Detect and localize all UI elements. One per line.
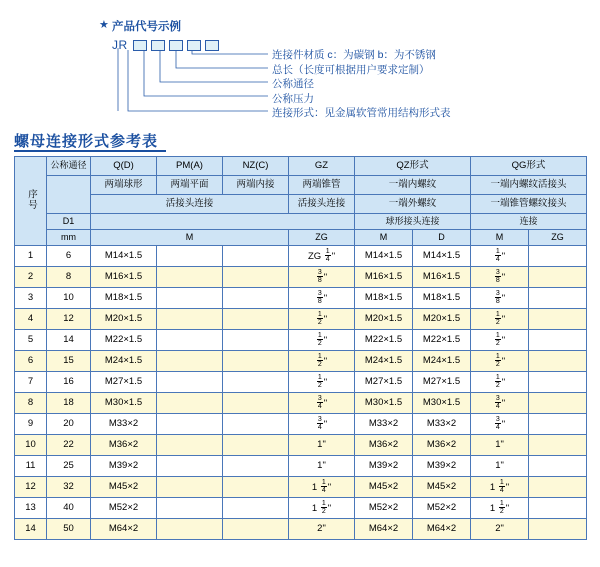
cell-nz — [223, 456, 289, 477]
cell-qg-zg — [529, 351, 587, 372]
header-connect-union2: 活接头连接 — [289, 195, 355, 214]
cell-gz: $\frac{1}{2}$ " — [289, 309, 355, 330]
cell-qz-d: M20×1.5 — [413, 309, 471, 330]
cell-qg-m: 1 $\frac{1}{2}$ " — [471, 498, 529, 519]
cell-seq: 7 — [15, 372, 47, 393]
header-desc-q: 两端球形 — [91, 176, 157, 195]
cell-pm — [157, 309, 223, 330]
table-row — [15, 351, 587, 372]
cell-qg-m: 1" — [471, 456, 529, 477]
cell-gz: 1 $\frac{1}{4}$ " — [289, 477, 355, 498]
cell-q: M52×2 — [91, 498, 157, 519]
cell-pm — [157, 414, 223, 435]
cell-q: M27×1.5 — [91, 372, 157, 393]
header-type-nz: NZ(C) — [223, 157, 289, 176]
header-connect-taper-joint: 一端锥管螺纹接头 — [471, 195, 587, 214]
cell-nominal-dia: 10 — [47, 288, 91, 309]
cell-seq: 13 — [15, 498, 47, 519]
cell-seq: 2 — [15, 267, 47, 288]
header-desc-nz: 两端内接 — [223, 176, 289, 195]
cell-qg-zg — [529, 477, 587, 498]
cell-nz — [223, 330, 289, 351]
cell-nz — [223, 309, 289, 330]
header-type-qz: QZ形式 — [355, 157, 471, 176]
cell-nz — [223, 372, 289, 393]
cell-seq: 1 — [15, 246, 47, 267]
header-thread-m3: M — [471, 230, 529, 246]
cell-nominal-dia: 8 — [47, 267, 91, 288]
cell-qz-d: M39×2 — [413, 456, 471, 477]
code-box — [169, 40, 183, 51]
cell-gz: $\frac{3}{8}$ " — [289, 288, 355, 309]
header-desc-qg: 一端内螺纹活接头 — [471, 176, 587, 195]
table-row — [15, 435, 587, 456]
header-seq: 序号 — [15, 157, 47, 246]
cell-qg-m: $\frac{3}{4}$ " — [471, 414, 529, 435]
cell-qg-m: 1 $\frac{1}{4}$ " — [471, 477, 529, 498]
cell-pm — [157, 435, 223, 456]
header-thread-m1: M — [91, 230, 289, 246]
cell-nominal-dia: 15 — [47, 351, 91, 372]
cell-nominal-dia: 12 — [47, 309, 91, 330]
legend-item-nominal-pressure: 公称压力 — [272, 92, 314, 105]
cell-seq: 14 — [15, 519, 47, 540]
cell-q: M24×1.5 — [91, 351, 157, 372]
table-row — [15, 330, 587, 351]
cell-qz-d: M52×2 — [413, 498, 471, 519]
table-row — [15, 393, 587, 414]
cell-gz: 1 $\frac{1}{2}$ " — [289, 498, 355, 519]
cell-nz — [223, 246, 289, 267]
cell-qz-d: M45×2 — [413, 477, 471, 498]
cell-gz: $\frac{3}{8}$ " — [289, 267, 355, 288]
cell-qz-d: M16×1.5 — [413, 267, 471, 288]
cell-qz-m: M39×2 — [355, 456, 413, 477]
cell-nz — [223, 351, 289, 372]
diagram-title: 产品代号示例 — [112, 21, 181, 33]
cell-nz — [223, 393, 289, 414]
cell-qg-zg — [529, 435, 587, 456]
legend-item-connection-type: 连接形式：见金属软管常用结构形式表 — [272, 107, 451, 119]
cell-q: M36×2 — [91, 435, 157, 456]
cell-seq: 8 — [15, 393, 47, 414]
cell-q: M30×1.5 — [91, 393, 157, 414]
cell-q: M14×1.5 — [91, 246, 157, 267]
table-row — [15, 414, 587, 435]
header-mm: mm — [47, 230, 91, 246]
product-code-diagram — [0, 0, 600, 128]
cell-q: M64×2 — [91, 519, 157, 540]
cell-seq: 9 — [15, 414, 47, 435]
header-nominal-dia-blank — [47, 176, 91, 214]
cell-qz-m: M33×2 — [355, 414, 413, 435]
cell-gz: 2" — [289, 519, 355, 540]
table-header-row-d1 — [15, 214, 587, 230]
cell-gz: 1" — [289, 435, 355, 456]
cell-nz — [223, 519, 289, 540]
cell-seq: 10 — [15, 435, 47, 456]
cell-pm — [157, 498, 223, 519]
cell-qg-zg — [529, 372, 587, 393]
cell-seq: 4 — [15, 309, 47, 330]
cell-pm — [157, 351, 223, 372]
cell-pm — [157, 519, 223, 540]
cell-seq: 5 — [15, 330, 47, 351]
cell-qg-m: $\frac{3}{8}$ " — [471, 267, 529, 288]
table-row — [15, 477, 587, 498]
code-box — [133, 40, 147, 51]
cell-nz — [223, 414, 289, 435]
header-connect: 连接 — [471, 214, 587, 230]
header-thread-d: D — [413, 230, 471, 246]
cell-gz: $\frac{3}{4}$ " — [289, 414, 355, 435]
code-box — [187, 40, 201, 51]
header-desc-pm: 两端平面 — [157, 176, 223, 195]
cell-qg-zg — [529, 246, 587, 267]
cell-gz: $\frac{1}{2}$ " — [289, 372, 355, 393]
cell-qg-zg — [529, 288, 587, 309]
cell-pm — [157, 330, 223, 351]
cell-qg-zg — [529, 414, 587, 435]
header-connect-union: 活接头连接 — [91, 195, 289, 214]
section-title: 螺母连接形式参考表 — [14, 133, 159, 150]
cell-pm — [157, 456, 223, 477]
cell-qz-m: M45×2 — [355, 477, 413, 498]
cell-gz: 1" — [289, 456, 355, 477]
cell-nominal-dia: 40 — [47, 498, 91, 519]
cell-qz-d: M24×1.5 — [413, 351, 471, 372]
cell-nz — [223, 498, 289, 519]
cell-qg-zg — [529, 456, 587, 477]
header-desc-gz: 两端锥管 — [289, 176, 355, 195]
cell-q: M39×2 — [91, 456, 157, 477]
cell-nominal-dia: 6 — [47, 246, 91, 267]
header-type-gz: GZ — [289, 157, 355, 176]
cell-gz: ZG $\frac{1}{4}$ " — [289, 246, 355, 267]
table-row — [15, 288, 587, 309]
cell-qz-m: M24×1.5 — [355, 351, 413, 372]
cell-seq: 3 — [15, 288, 47, 309]
legend-item-length: 总长（长度可根据用户要求定制） — [272, 63, 430, 76]
header-d1: D1 — [47, 214, 91, 230]
cell-qg-m: 1" — [471, 435, 529, 456]
section-underline — [14, 150, 166, 152]
cell-q: M16×1.5 — [91, 267, 157, 288]
cell-nominal-dia: 16 — [47, 372, 91, 393]
spec-table-wrap — [14, 156, 586, 540]
cell-qg-m: 2" — [471, 519, 529, 540]
cell-nominal-dia: 18 — [47, 393, 91, 414]
cell-qz-m: M64×2 — [355, 519, 413, 540]
table-row — [15, 519, 587, 540]
cell-qz-d: M27×1.5 — [413, 372, 471, 393]
cell-qz-m: M52×2 — [355, 498, 413, 519]
table-row — [15, 372, 587, 393]
header-thread-m2: M — [355, 230, 413, 246]
cell-qz-m: M22×1.5 — [355, 330, 413, 351]
cell-pm — [157, 393, 223, 414]
cell-qg-zg — [529, 519, 587, 540]
header-type-qg: QG形式 — [471, 157, 587, 176]
cell-seq: 12 — [15, 477, 47, 498]
cell-nz — [223, 435, 289, 456]
cell-qg-m: $\frac{1}{2}$ " — [471, 309, 529, 330]
cell-qz-d: M30×1.5 — [413, 393, 471, 414]
spec-table — [14, 156, 587, 540]
code-box — [205, 40, 219, 51]
cell-q: M20×1.5 — [91, 309, 157, 330]
cell-q: M45×2 — [91, 477, 157, 498]
table-row — [15, 309, 587, 330]
cell-qz-d: M22×1.5 — [413, 330, 471, 351]
table-row — [15, 498, 587, 519]
cell-qg-zg — [529, 267, 587, 288]
cell-q: M18×1.5 — [91, 288, 157, 309]
cell-gz: $\frac{3}{4}$ " — [289, 393, 355, 414]
cell-qz-m: M36×2 — [355, 435, 413, 456]
cell-gz: $\frac{1}{2}$ " — [289, 330, 355, 351]
cell-nominal-dia: 14 — [47, 330, 91, 351]
cell-qg-m: $\frac{3}{4}$ " — [471, 393, 529, 414]
cell-qz-m: M30×1.5 — [355, 393, 413, 414]
table-row — [15, 456, 587, 477]
cell-qz-d: M64×2 — [413, 519, 471, 540]
diagram-legend — [272, 48, 451, 121]
cell-gz: $\frac{1}{2}$ " — [289, 351, 355, 372]
code-box-group — [133, 40, 219, 51]
header-type-pm: PM(A) — [157, 157, 223, 176]
cell-qz-d: M33×2 — [413, 414, 471, 435]
header-connect-ext-thread: 一端外螺纹 — [355, 195, 471, 214]
code-box — [151, 40, 165, 51]
cell-qz-m: M14×1.5 — [355, 246, 413, 267]
cell-qg-m: $\frac{1}{2}$ " — [471, 330, 529, 351]
table-row — [15, 246, 587, 267]
header-thread-zg2: ZG — [529, 230, 587, 246]
code-prefix-label: JR — [112, 38, 128, 52]
cell-q: M22×1.5 — [91, 330, 157, 351]
cell-seq: 11 — [15, 456, 47, 477]
cell-qg-m: $\frac{1}{2}$ " — [471, 372, 529, 393]
table-header-row-connect — [15, 195, 587, 214]
cell-nominal-dia: 50 — [47, 519, 91, 540]
header-nominal-dia: 公称通径 — [47, 157, 91, 176]
cell-nominal-dia: 22 — [47, 435, 91, 456]
cell-pm — [157, 288, 223, 309]
header-desc-qz: 一端内螺纹 — [355, 176, 471, 195]
star-icon: ★ — [99, 19, 109, 31]
cell-qz-m: M18×1.5 — [355, 288, 413, 309]
cell-qg-zg — [529, 498, 587, 519]
cell-qz-d: M36×2 — [413, 435, 471, 456]
cell-qg-zg — [529, 309, 587, 330]
table-row — [15, 267, 587, 288]
cell-qz-d: M14×1.5 — [413, 246, 471, 267]
cell-qg-m: $\frac{1}{4}$ " — [471, 246, 529, 267]
header-thread-zg1: ZG — [289, 230, 355, 246]
table-header-row-desc — [15, 176, 587, 195]
legend-item-nominal-diameter: 公称通径 — [272, 78, 314, 90]
cell-qz-m: M20×1.5 — [355, 309, 413, 330]
cell-nominal-dia: 20 — [47, 414, 91, 435]
cell-qz-m: M27×1.5 — [355, 372, 413, 393]
header-blank-1 — [91, 214, 355, 230]
cell-q: M33×2 — [91, 414, 157, 435]
cell-qg-zg — [529, 393, 587, 414]
cell-qg-m: $\frac{1}{2}$ " — [471, 351, 529, 372]
cell-pm — [157, 267, 223, 288]
cell-qz-m: M16×1.5 — [355, 267, 413, 288]
cell-qz-d: M18×1.5 — [413, 288, 471, 309]
cell-nominal-dia: 25 — [47, 456, 91, 477]
cell-pm — [157, 372, 223, 393]
cell-pm — [157, 477, 223, 498]
header-type-q: Q(D) — [91, 157, 157, 176]
table-header-row-units — [15, 230, 587, 246]
cell-pm — [157, 246, 223, 267]
legend-item-material: 连接件材质 c：为碳钢 b：为不锈钢 — [272, 49, 436, 61]
cell-qg-zg — [529, 330, 587, 351]
cell-seq: 6 — [15, 351, 47, 372]
table-header-row-codes — [15, 157, 587, 176]
cell-qg-m: $\frac{3}{8}$ " — [471, 288, 529, 309]
cell-nominal-dia: 32 — [47, 477, 91, 498]
cell-nz — [223, 267, 289, 288]
cell-nz — [223, 288, 289, 309]
header-ball-joint: 球形接头连接 — [355, 214, 471, 230]
cell-nz — [223, 477, 289, 498]
